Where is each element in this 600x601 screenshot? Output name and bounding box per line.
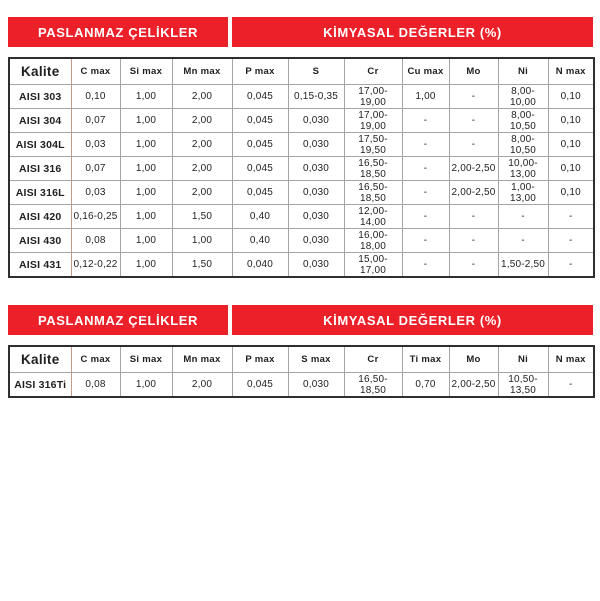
value-cell: - [449, 205, 498, 229]
value-cell: 0,12-0,22 [71, 253, 120, 278]
header-row [9, 58, 594, 85]
value-cell: 1,00 [120, 181, 172, 205]
column-header: Ni [498, 346, 548, 373]
chemical-values-table-2 [8, 345, 595, 398]
value-cell: 17,00-19,00 [344, 85, 402, 109]
value-cell: 0,16-0,25 [71, 205, 120, 229]
column-header: Mo [449, 58, 498, 85]
value-cell: 0,70 [402, 373, 449, 398]
column-header: Ni [498, 58, 548, 85]
column-header: C max [71, 58, 120, 85]
page [0, 17, 600, 601]
value-cell: - [449, 85, 498, 109]
value-cell: 0,030 [288, 229, 344, 253]
value-cell: 0,030 [288, 109, 344, 133]
value-cell: 2,00-2,50 [449, 157, 498, 181]
value-cell: 16,00-18,00 [344, 229, 402, 253]
grade-cell: AISI 316Ti [9, 373, 71, 398]
value-cell: - [498, 229, 548, 253]
value-cell: 0,08 [71, 373, 120, 398]
grade-cell: AISI 420 [9, 205, 71, 229]
column-header: Si max [120, 346, 172, 373]
value-cell: - [498, 205, 548, 229]
column-header: N max [548, 58, 594, 85]
value-cell: 2,00-2,50 [449, 373, 498, 398]
table-row [9, 133, 594, 157]
column-header: P max [232, 58, 288, 85]
value-cell: 2,00 [172, 133, 232, 157]
value-cell: 1,50 [172, 205, 232, 229]
column-header: S max [288, 346, 344, 373]
value-cell: 2,00-2,50 [449, 181, 498, 205]
value-cell: 2,00 [172, 157, 232, 181]
column-header: N max [548, 346, 594, 373]
value-cell: 0,10 [548, 157, 594, 181]
value-cell: 0,045 [232, 109, 288, 133]
value-cell: 0,40 [232, 229, 288, 253]
value-cell: 0,030 [288, 373, 344, 398]
value-cell: 1,00 [120, 157, 172, 181]
value-cell: - [548, 253, 594, 278]
table-row [9, 253, 594, 278]
column-header: P max [232, 346, 288, 373]
table-row [9, 373, 594, 398]
value-cell: 1,50 [172, 253, 232, 278]
table-row [9, 85, 594, 109]
value-cell: 17,50-19,50 [344, 133, 402, 157]
header-row [9, 346, 594, 373]
column-header: C max [71, 346, 120, 373]
value-cell: 16,50-18,50 [344, 157, 402, 181]
value-cell: 8,00-10,00 [498, 85, 548, 109]
value-cell: - [548, 373, 594, 398]
banner-title-kimyasal-degerler: KİMYASAL DEĞERLER (%) [232, 17, 593, 47]
column-header: Mn max [172, 346, 232, 373]
table-head [9, 346, 594, 373]
value-cell: 0,030 [288, 157, 344, 181]
value-cell: 0,045 [232, 157, 288, 181]
value-cell: - [402, 181, 449, 205]
grade-cell: AISI 431 [9, 253, 71, 278]
value-cell: 1,00-13,00 [498, 181, 548, 205]
value-cell: 2,00 [172, 85, 232, 109]
column-header: S [288, 58, 344, 85]
value-cell: 1,00 [120, 205, 172, 229]
value-cell: 2,00 [172, 109, 232, 133]
column-header: Ti max [402, 346, 449, 373]
column-header: Si max [120, 58, 172, 85]
value-cell: - [449, 253, 498, 278]
value-cell: 1,00 [172, 229, 232, 253]
steel-spec-section-2 [0, 305, 600, 398]
column-header: Cu max [402, 58, 449, 85]
table-row [9, 229, 594, 253]
value-cell: 0,40 [232, 205, 288, 229]
value-cell: 10,50-13,50 [498, 373, 548, 398]
value-cell: 0,08 [71, 229, 120, 253]
value-cell: - [402, 133, 449, 157]
value-cell: 2,00 [172, 373, 232, 398]
value-cell: 16,50-18,50 [344, 373, 402, 398]
section2-banner [8, 305, 593, 335]
value-cell: 0,045 [232, 85, 288, 109]
table-body [9, 85, 594, 278]
value-cell: 0,10 [548, 109, 594, 133]
table-row [9, 157, 594, 181]
table-row [9, 181, 594, 205]
column-header: Mo [449, 346, 498, 373]
grade-cell: AISI 304L [9, 133, 71, 157]
column-header-kalite: Kalite [9, 58, 71, 85]
table-body [9, 373, 594, 398]
value-cell: 0,10 [548, 181, 594, 205]
value-cell: 0,10 [71, 85, 120, 109]
grade-cell: AISI 430 [9, 229, 71, 253]
value-cell: 1,00 [120, 253, 172, 278]
table-head [9, 58, 594, 85]
value-cell: 0,03 [71, 181, 120, 205]
grade-cell: AISI 304 [9, 109, 71, 133]
column-header: Cr [344, 58, 402, 85]
value-cell: 0,045 [232, 181, 288, 205]
value-cell: 1,00 [402, 85, 449, 109]
value-cell: 1,00 [120, 373, 172, 398]
value-cell: - [402, 229, 449, 253]
value-cell: 1,00 [120, 109, 172, 133]
value-cell: 0,03 [71, 133, 120, 157]
value-cell: - [402, 157, 449, 181]
banner-title-kimyasal-degerler: KİMYASAL DEĞERLER (%) [232, 305, 593, 335]
value-cell: 0,030 [288, 181, 344, 205]
value-cell: - [402, 109, 449, 133]
column-header-kalite: Kalite [9, 346, 71, 373]
value-cell: 1,00 [120, 133, 172, 157]
value-cell: 10,00-13,00 [498, 157, 548, 181]
table-row [9, 109, 594, 133]
value-cell: 0,07 [71, 109, 120, 133]
value-cell: 0,045 [232, 133, 288, 157]
value-cell: 0,040 [232, 253, 288, 278]
value-cell: 15,00-17,00 [344, 253, 402, 278]
section1-banner [8, 17, 593, 47]
value-cell: - [449, 133, 498, 157]
value-cell: - [402, 253, 449, 278]
value-cell: - [449, 229, 498, 253]
steel-spec-section-1 [0, 17, 600, 278]
value-cell: - [402, 205, 449, 229]
value-cell: 0,030 [288, 133, 344, 157]
banner-title-paslanmaz-celikler: PASLANMAZ ÇELİKLER [8, 305, 228, 335]
value-cell: 0,10 [548, 133, 594, 157]
value-cell: - [449, 109, 498, 133]
column-header: Cr [344, 346, 402, 373]
value-cell: 0,10 [548, 85, 594, 109]
value-cell: - [548, 205, 594, 229]
value-cell: 12,00-14,00 [344, 205, 402, 229]
value-cell: 17,00-19,00 [344, 109, 402, 133]
value-cell: 1,00 [120, 229, 172, 253]
value-cell: 0,07 [71, 157, 120, 181]
value-cell: 2,00 [172, 181, 232, 205]
value-cell: 0,030 [288, 253, 344, 278]
value-cell: 1,00 [120, 85, 172, 109]
value-cell: 16,50-18,50 [344, 181, 402, 205]
chemical-values-table-1 [8, 57, 595, 278]
value-cell: 0,15-0,35 [288, 85, 344, 109]
table-row [9, 205, 594, 229]
grade-cell: AISI 316L [9, 181, 71, 205]
value-cell: - [548, 229, 594, 253]
column-header: Mn max [172, 58, 232, 85]
grade-cell: AISI 316 [9, 157, 71, 181]
value-cell: 8,00-10,50 [498, 109, 548, 133]
value-cell: 8,00-10,50 [498, 133, 548, 157]
grade-cell: AISI 303 [9, 85, 71, 109]
banner-title-paslanmaz-celikler: PASLANMAZ ÇELİKLER [8, 17, 228, 47]
value-cell: 0,030 [288, 205, 344, 229]
value-cell: 1,50-2,50 [498, 253, 548, 278]
value-cell: 0,045 [232, 373, 288, 398]
